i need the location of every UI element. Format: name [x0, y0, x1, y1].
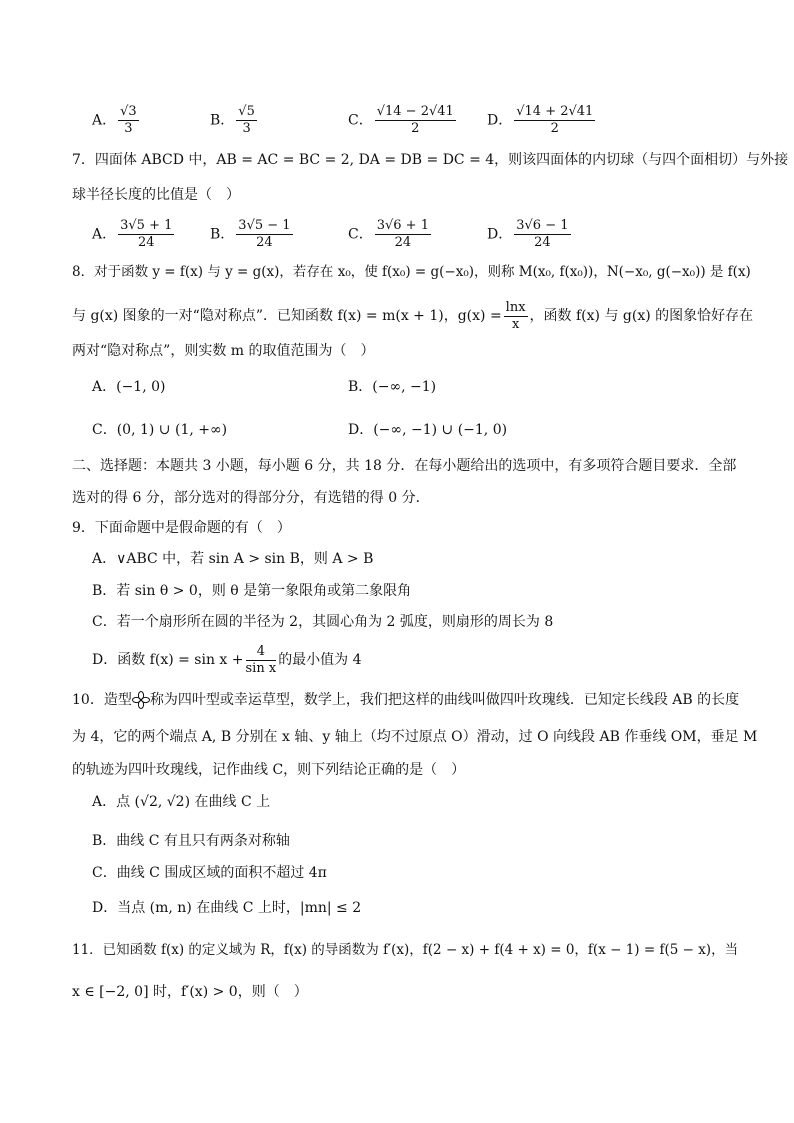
- fraction: $\frac{\ln x}{x}$: [505, 299, 526, 332]
- q11-stem-line1: 11．已知函数 f(x) 的定义域为 R，f(x) 的导函数为 f′(x)，f(2 − x) + f(4 + x) = 0，f(x − 1) = f(5 − x)，当: [72, 942, 739, 958]
- q8-option-b: B．(−∞, −1): [348, 379, 437, 395]
- fraction: $\frac{3√5 - 1}{24}$: [238, 218, 291, 250]
- q10-option-b: B．曲线 C 有且只有两条对称轴: [92, 833, 290, 849]
- fraction: $\frac{3√6 + 1}{24}$: [376, 218, 429, 250]
- fraction: $\frac{√5}{3}$: [238, 104, 255, 136]
- q10-stem-line3: 的轨迹为四叶玫瑰线，记作曲线 C，则下列结论正确的是（ ）: [72, 762, 466, 778]
- option-label: C．: [348, 112, 373, 129]
- fraction: $\frac{3√6 - 1}{24}$: [516, 218, 569, 250]
- q8-stem-line3: 两对“隐对称点”，则实数 m 的取值范围为（ ）: [72, 343, 375, 359]
- q9-option-a: A．∨ABC 中，若 sin A > sin B，则 A > B: [92, 551, 374, 567]
- q9-stem: 9．下面命题中是假命题的有（ ）: [72, 520, 291, 536]
- q8-stem-line2: 与 g(x) 图象的一对“隐对称点”．已知函数 f(x) = m(x + 1)，g(x) = $\frac{\ln x}{x}$ ，函数 f(x) 与 g(x) 的图象恰好存在: [72, 299, 754, 332]
- q7-option-d: D． $\frac{3√6 - 1}{24}$: [487, 218, 569, 250]
- fraction: $\frac{3√5 + 1}{24}$: [120, 218, 173, 250]
- q9-option-c: C．若一个扇形所在圆的半径为 2，其圆心角为 2 弧度，则扇形的周长为 8: [92, 614, 554, 630]
- q11-stem-line2: x ∈ [−2, 0] 时，f′(x) > 0，则（ ）: [72, 984, 308, 1000]
- q6-option-c: [348, 104, 458, 137]
- q10-option-c: C．曲线 C 围成区域的面积不超过 4π: [92, 865, 327, 881]
- q8-option-d: D．(−∞, −1) ∪ (−1, 0): [348, 422, 508, 438]
- fraction: $\frac{√3}{3}$: [120, 104, 137, 136]
- section-2-line2: 选对的得 6 分，部分选对的得部分分，有选错的得 0 分．: [72, 490, 430, 506]
- q9-option-d: D．函数 f(x) = sin x + $\frac{4}{\text{sin x}}$ 的最小值为 4: [92, 643, 362, 676]
- q10-stem-line1: 10．造型 称为四叶型或幸运草型，数学上，我们把这样的曲线叫做四叶玫瑰线．已知定长线段 AB 的长度: [72, 692, 740, 708]
- fraction: $\frac{√14 - 2√41}{2}$: [376, 104, 454, 136]
- option-label: A．: [92, 112, 117, 129]
- option-label: B．: [210, 112, 235, 129]
- q10-option-d: D．当点 (m, n) 在曲线 C 上时，|mn| ≤ 2: [92, 900, 362, 916]
- q7-stem-line1: 7．四面体 ABCD 中，AB = AC = BC = 2, DA = DB = DC = 4，则该四面体的内切球（与四个面相切）与外接: [72, 152, 789, 168]
- q7-stem-line2: 球半径长度的比值是（ ）: [72, 187, 240, 203]
- q10-stem-line2: 为 4，它的两个端点 A, B 分别在 x 轴、y 轴上（均不过原点 O）滑动，过 O 向线段 AB 作垂线 OM，垂足 M: [72, 729, 758, 745]
- q8-option-c: C．(0, 1) ∪ (1, +∞): [92, 422, 228, 438]
- q6-option-d: [487, 104, 597, 137]
- fraction: $\frac{√14 + 2√41}{2}$: [516, 104, 594, 136]
- four-leaf-clover-icon: [132, 691, 150, 709]
- fraction: $\frac{4}{\text{sin x}}$: [245, 643, 277, 676]
- q9-option-b: B．若 sin θ > 0，则 θ 是第一象限角或第二象限角: [92, 583, 412, 599]
- q8-stem-line1: 8．对于函数 y = f(x) 与 y = g(x)，若存在 x₀，使 f(x₀) = g(−x₀)，则称 M(x₀, f(x₀))，N(−x₀, g(−x₀)) 是 f(x): [72, 264, 751, 280]
- option-label: D．: [487, 112, 513, 129]
- q8-option-a: A．(−1, 0): [92, 379, 166, 395]
- q7-option-b: B． $\frac{3√5 - 1}{24}$: [210, 218, 291, 250]
- q6-option-b: [210, 104, 259, 137]
- q6-option-a: [92, 104, 141, 137]
- q10-option-a: A．点 (√2, √2) 在曲线 C 上: [92, 794, 271, 810]
- q7-option-c: C． $\frac{3√6 + 1}{24}$: [348, 218, 429, 250]
- q7-option-a: A． $\frac{3√5 + 1}{24}$: [92, 218, 173, 250]
- section-2-line1: 二、选择题：本题共 3 小题，每小题 6 分，共 18 分．在每小题给出的选项中，有多项符合题目要求．全部: [72, 458, 737, 474]
